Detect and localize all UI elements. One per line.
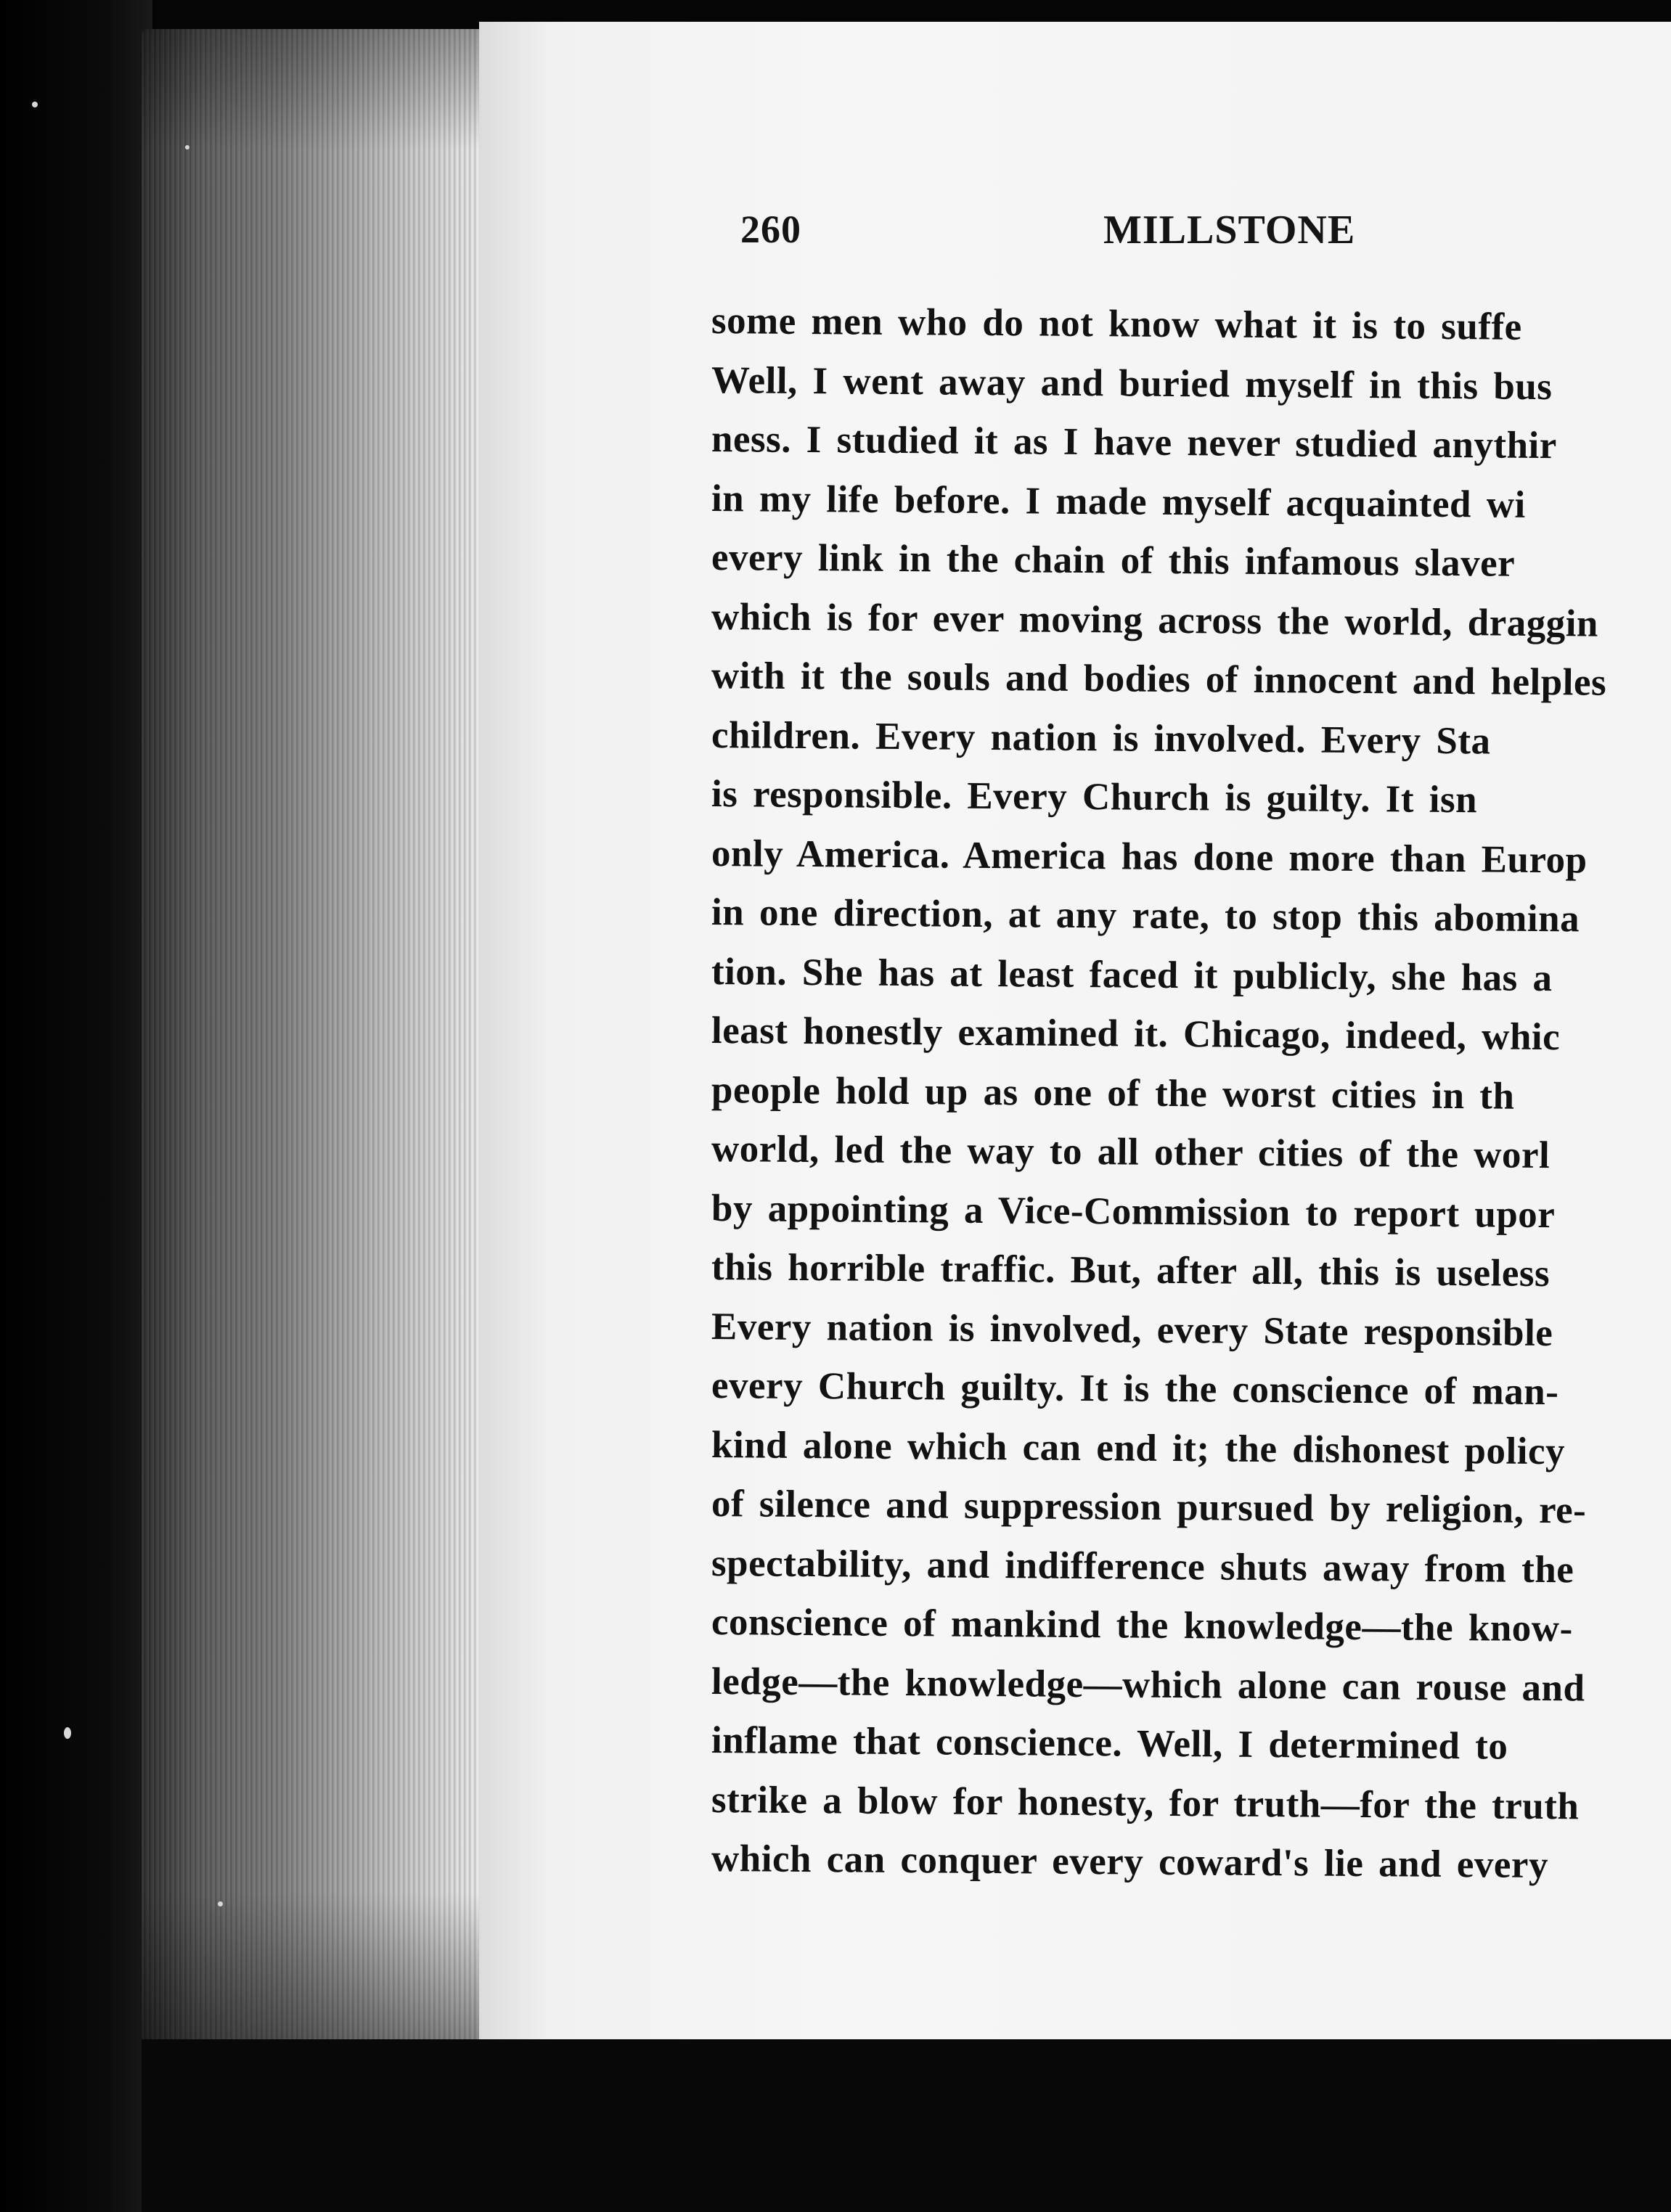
scan-speck xyxy=(64,1727,71,1739)
book-page-edges xyxy=(142,29,483,2054)
text-line: least honestly examined it. Chicago, indeed, whic xyxy=(711,1009,1561,1059)
text-line: only America. America has done more than Europ xyxy=(711,832,1588,881)
text-line: in one direction, at any rate, to stop this abomina xyxy=(711,891,1580,941)
scan-speck xyxy=(218,1901,223,1906)
text-line: Every nation is involved, every State responsible xyxy=(711,1305,1553,1354)
text-line: Well, I went away and buried myself in this bus xyxy=(711,359,1553,408)
running-head xyxy=(740,207,1671,265)
text-line: every Church guilty. It is the conscience of man- xyxy=(711,1364,1559,1414)
text-line: people hold up as one of the worst cities in th xyxy=(711,1068,1515,1118)
running-title: MILLSTONE xyxy=(1103,208,1356,253)
text-line: some men who do not know what it is to suffe xyxy=(711,300,1522,348)
text-line: of silence and suppression pursued by religion, re- xyxy=(711,1483,1587,1532)
text-line: ness. I studied it as I have never studied anythir xyxy=(711,418,1558,467)
text-line: is responsible. Every Church is guilty. It isn xyxy=(711,773,1478,822)
page-number: 260 xyxy=(740,208,801,251)
text-line: conscience of mankind the knowledge—the know- xyxy=(711,1601,1573,1650)
scan-background xyxy=(0,0,152,2212)
book-page xyxy=(479,22,1671,2061)
text-line: kind alone which can end it; the dishonest policy xyxy=(711,1423,1566,1472)
text-line: by appointing a Vice-Commission to report upor xyxy=(711,1187,1556,1236)
text-line: ledge—the knowledge—which alone can rouse and xyxy=(711,1660,1585,1709)
text-line: world, led the way to all other cities of the worl xyxy=(711,1128,1551,1177)
scan-bottom-shadow xyxy=(142,2039,1671,2212)
body-text xyxy=(711,292,1671,1889)
text-line: inflame that conscience. Well, I determined to xyxy=(711,1719,1508,1768)
text-line: in my life before. I made myself acquainted wi xyxy=(711,477,1526,526)
scan-speck xyxy=(32,102,38,107)
text-line: which is for ever moving across the world, draggin xyxy=(711,595,1599,645)
text-line: tion. She has at least faced it publicly, she has a xyxy=(711,950,1553,999)
text-line: strike a blow for honesty, for truth—for the truth xyxy=(711,1778,1580,1827)
text-line: with it the souls and bodies of innocent and helples xyxy=(711,655,1607,704)
text-line: children. Every nation is involved. Every Sta xyxy=(711,713,1491,762)
text-line: spectability, and indifference shuts away from the xyxy=(711,1541,1574,1591)
text-line: which can conquer every coward's lie and every xyxy=(711,1838,1549,1887)
text-line: this horrible traffic. But, after all, this is useless xyxy=(711,1246,1551,1295)
scan-speck xyxy=(185,145,189,149)
text-line: every link in the chain of this infamous slaver xyxy=(711,536,1516,585)
